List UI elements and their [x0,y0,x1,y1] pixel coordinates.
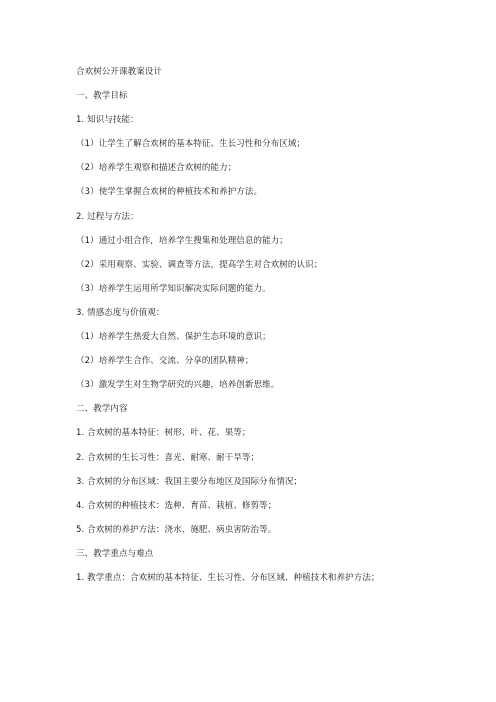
list-item: （1）通过小组合作，培养学生搜集和处理信息的能力； [76,235,288,246]
list-item: 3. 合欢树的分布区域：我国主要分布地区及国际分布情况； [76,476,303,487]
list-item: 4. 合欢树的种植技术：选种、育苗、栽植、修剪等； [76,500,277,511]
list-item: （3）使学生掌握合欢树的种植技术和养护方法。 [76,187,263,198]
list-item: （3）培养学生运用所学知识解决实际问题的能力。 [76,283,271,294]
list-item: （2）培养学生观察和描述合欢树的能力； [76,163,237,174]
list-item: 5. 合欢树的养护方法：浇水、施肥、病虫害防治等。 [76,524,277,535]
document-title: 合欢树公开课教案设计 [76,67,163,77]
section-heading-objectives: 一、教学目标 [76,91,128,102]
subheading-process-methods: 2. 过程与方法： [76,211,139,222]
list-item: 1. 教学重点：合欢树的基本特征、生长习性、分布区域、种植技术和养护方法； [76,572,380,583]
list-item: （2）采用观察、实验、调查等方法，提高学生对合欢树的认识； [76,259,323,270]
list-item: （2）培养学生合作、交流、分享的团队精神； [76,356,254,367]
list-item: （1）让学生了解合欢树的基本特征、生长习性和分布区域； [76,139,306,150]
list-item: （3）激发学生对生物学研究的兴趣，培养创新思维。 [76,380,280,391]
section-heading-content: 二、教学内容 [76,404,128,415]
list-item: 2. 合欢树的生长习性：喜光、耐寒、耐干旱等； [76,452,260,463]
list-item: （1）培养学生热爱大自然、保护生态环境的意识； [76,332,271,343]
document-body [76,60,476,590]
section-heading-key-points: 三、教学重点与难点 [76,548,154,559]
list-item: 1. 合欢树的基本特征：树形、叶、花、果等； [76,428,251,439]
subheading-knowledge-skills: 1. 知识与技能： [76,115,139,126]
subheading-attitudes-values: 3. 情感态度与价值观： [76,307,165,318]
